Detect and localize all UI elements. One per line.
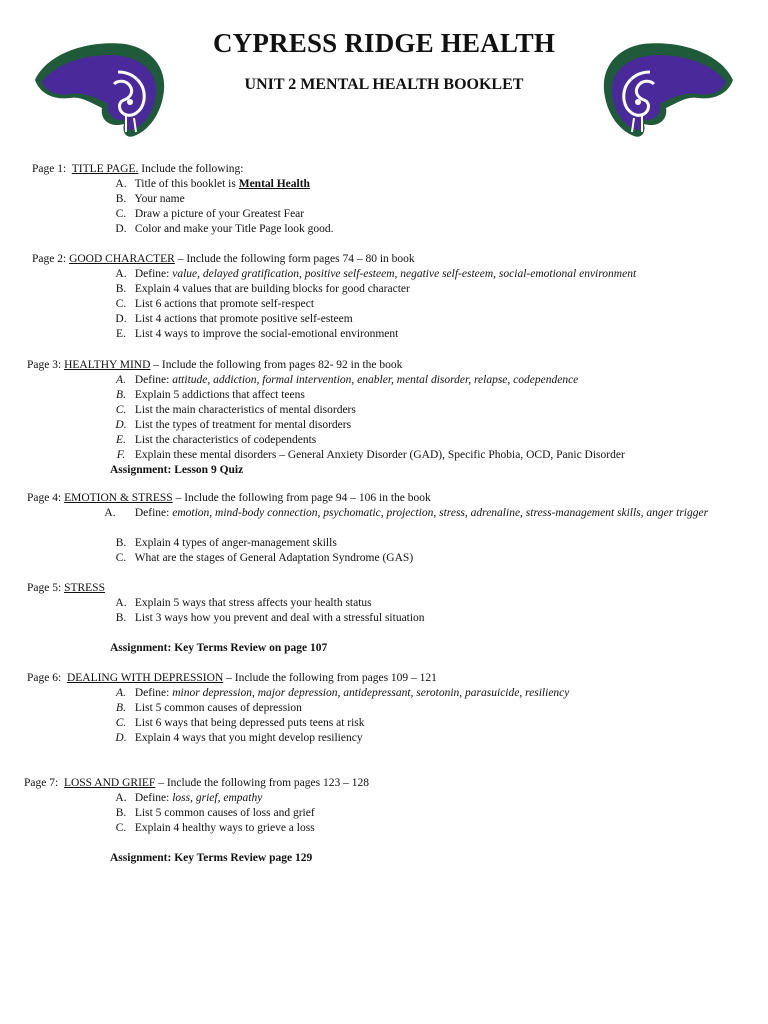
section-heading: Page 6: DEALING WITH DEPRESSION – Include the following from pages 109 – 121 — [27, 672, 437, 684]
section-heading: Page 5: STRESS — [27, 582, 105, 594]
list-item: C. What are the stages of General Adaptation Syndrome (GAS) — [115, 552, 414, 564]
list-item: D. Explain 4 ways that you might develop resiliency — [115, 732, 363, 744]
list-item: C. List the main characteristics of mental disorders — [115, 404, 356, 416]
list-item: D. List 4 actions that promote positive self-esteem — [115, 313, 353, 325]
list-item: B. List 5 common causes of depression — [116, 702, 302, 714]
list-item: B. Explain 4 values that are building blocks for good character — [115, 283, 410, 295]
list-item: B. Your name — [115, 193, 185, 205]
list-item: C. List 6 actions that promote self-respect — [115, 298, 315, 310]
list-item: A. Explain 5 ways that stress affects your health status — [115, 597, 372, 609]
list-item: C. Explain 4 healthy ways to grieve a loss — [115, 822, 315, 834]
list-item: A. Title of this booklet is Mental Health — [115, 178, 310, 190]
list-item: A. Define: value, delayed gratification, positive self-esteem, negative self-esteem, social-emotional environment — [115, 268, 637, 280]
list-item: E. List 4 ways to improve the social-emotional environment — [116, 328, 399, 340]
assignment-note: Assignment: Lesson 9 Quiz — [110, 464, 244, 476]
list-item: C. Draw a picture of your Greatest Fear — [115, 208, 305, 220]
list-item: A. Define: attitude, addiction, formal intervention, enabler, mental disorder, relapse, codependence — [116, 374, 579, 386]
list-item: D. List the types of treatment for mental disorders — [115, 419, 352, 431]
assignment-note: Assignment: Key Terms Review page 129 — [110, 852, 313, 864]
list-item: B. Explain 4 types of anger-management skills — [115, 537, 337, 549]
page-title: CYPRESS RIDGE HEALTH — [212, 28, 556, 58]
section-heading: Page 7: LOSS AND GRIEF – Include the following from pages 123 – 128 — [24, 777, 369, 789]
section-heading: Page 2: GOOD CHARACTER – Include the following form pages 74 – 80 in book — [32, 253, 415, 265]
list-item: C. List 6 ways that being depressed puts teens at risk — [115, 717, 365, 729]
section-heading: Page 4: EMOTION & STRESS – Include the following from page 94 – 106 in the book — [27, 492, 431, 504]
list-item: F. Explain these mental disorders – General Anxiety Disorder (GAD), Specific Phobia, OCD, Panic Disorder — [116, 449, 625, 461]
list-item: B. Explain 5 addictions that affect teens — [116, 389, 305, 401]
list-item: E. List the characteristics of codependents — [116, 434, 317, 446]
list-item: B. List 5 common causes of loss and grief — [115, 807, 315, 819]
page-subtitle: UNIT 2 MENTAL HEALTH BOOKLET — [244, 76, 524, 93]
section-heading: Page 1: TITLE PAGE. Include the following: — [32, 163, 244, 175]
list-item: A. Define: emotion, mind-body connection, psychomatic, projection, stress, adrenaline, stress-management skills, anger trigger — [104, 507, 709, 519]
section-heading: Page 3: HEALTHY MIND – Include the following from pages 82- 92 in the book — [27, 359, 403, 371]
list-item: A. Define: minor depression, major depression, antidepressant, serotonin, parasuicide, resiliency — [116, 687, 570, 699]
list-item: B. List 3 ways how you prevent and deal with a stressful situation — [115, 612, 425, 624]
list-item: A. Define: loss, grief, empathy — [115, 792, 263, 804]
list-item: D. Color and make your Title Page look good. — [115, 223, 334, 235]
assignment-note: Assignment: Key Terms Review on page 107 — [110, 642, 328, 654]
